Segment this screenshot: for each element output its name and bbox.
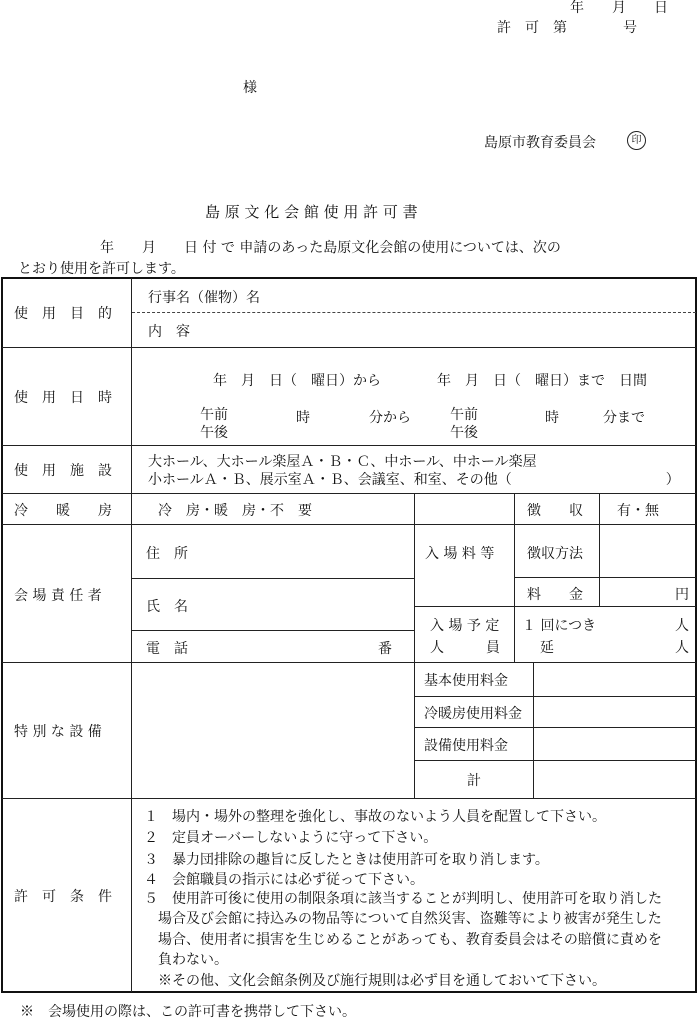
attendance-label-2: 人 員 [430,640,500,656]
label-special-equipment: 特 別 な 設 備 [14,724,102,740]
document-title: 島 原 文 化 会 館 使 用 許 可 書 [205,203,418,221]
manager-phone: 電 話 [146,641,188,657]
label-manager: 会 場 責 任 者 [14,588,102,604]
condition-3: ３ 暴力団排除の趣旨に反したときは使用許可を取り消します。 [144,852,549,868]
fee-label: 料 金 [527,587,583,603]
label-facility: 使 用 施 設 [14,463,112,479]
addressee-suffix: 様 [243,80,257,96]
issuer: 島原市教育委員会 [484,135,596,151]
pm-label-2: 午後 [450,425,478,441]
intro-line-2: とおり使用を許可します。 [18,261,185,277]
am-label-1: 午前 [200,407,228,423]
permit-number: 許 可 第 号 [497,20,637,36]
manager-address: 住 所 [146,546,188,562]
fee-unit: 円 [675,587,689,603]
condition-note: ※その他、文化会館条例及び施行規則は必ず目を通しておいて下さい。 [144,973,606,989]
aircon-fee-label: 冷暖房使用料金 [424,706,522,722]
content-field: 内 容 [148,324,190,340]
condition-4: ４ 会館職員の指示には必ず従って下さい。 [144,872,424,888]
aircon-options: 冷 房・暖 房・不 要 [158,503,312,519]
seal-mark: 印 [627,131,646,150]
label-purpose: 使 用 目 的 [14,306,112,322]
to-label: 分まで [603,410,645,426]
label-datetime: 使 用 日 時 [14,390,112,406]
condition-5-cont-2: 場合、使用者に損害を生じめることがあっても、教育委員会はその賠償に責めを [144,932,662,948]
facility-line-2: 小ホールＡ・Ｂ、展示室Ａ・Ｂ、会議室、和室、その他（ ） [148,472,680,488]
attendance-label-1: 入 場 予 定 [430,618,500,634]
collect-value: 有・無 [617,503,659,519]
facility-line-1: 大ホール、大ホール楽屋Ａ・Ｂ・Ｃ、中ホール、中ホール楽屋 [148,454,537,470]
event-name-field: 行事名（催物）名 [148,290,260,306]
condition-5: ５ 使用許可後に使用の制限条項に該当することが判明し、使用許可を取り消した [144,891,662,907]
date-line: 年 月 日 [570,0,668,16]
total-attendance-unit: 人 [675,640,689,656]
condition-5-cont-1: 場合及び会館に持込みの物品等について自然災害、盗難等により被害が発生した [144,911,662,927]
condition-2: ２ 定員オーバーしないように守って下さい。 [144,830,438,846]
date-range: 年 月 日（ 曜日）から 年 月 日（ 曜日）まで 日間 [213,373,647,389]
basic-fee-label: 基本使用料金 [424,673,508,689]
manager-name: 氏 名 [146,599,188,615]
label-aircon: 冷 暖 房 [14,503,112,519]
equipment-fee-label: 設備使用料金 [424,738,508,754]
phone-suffix: 番 [378,641,392,657]
condition-1: １ 場内・場外の整理を強化し、事故のないよう人員を配置して下さい。 [144,809,606,825]
pm-label-1: 午後 [200,425,228,441]
am-label-2: 午前 [450,407,478,423]
from-label: 分から [369,410,411,426]
per-time-label: １ 回につき [522,618,597,634]
fee-total-label: 計 [467,773,481,789]
hour-label-2: 時 [545,410,559,426]
per-time-unit: 人 [675,618,689,634]
collect-method-label: 徴収方法 [527,546,583,562]
label-conditions: 許 可 条 件 [14,889,112,905]
total-attendance-label: 延 [540,640,554,656]
collect-label: 徴 収 [527,503,583,519]
condition-5-cont-3: 負わない。 [144,952,228,968]
admission-label: 入 場 料 等 [425,546,495,562]
footer-note: ※ 会場使用の際は、この許可書を携帯して下さい。 [20,1004,356,1020]
hour-label-1: 時 [296,410,310,426]
intro-line-1: 年 月 日 付 で 申請のあった島原文化会館の使用については、次の [100,240,561,256]
